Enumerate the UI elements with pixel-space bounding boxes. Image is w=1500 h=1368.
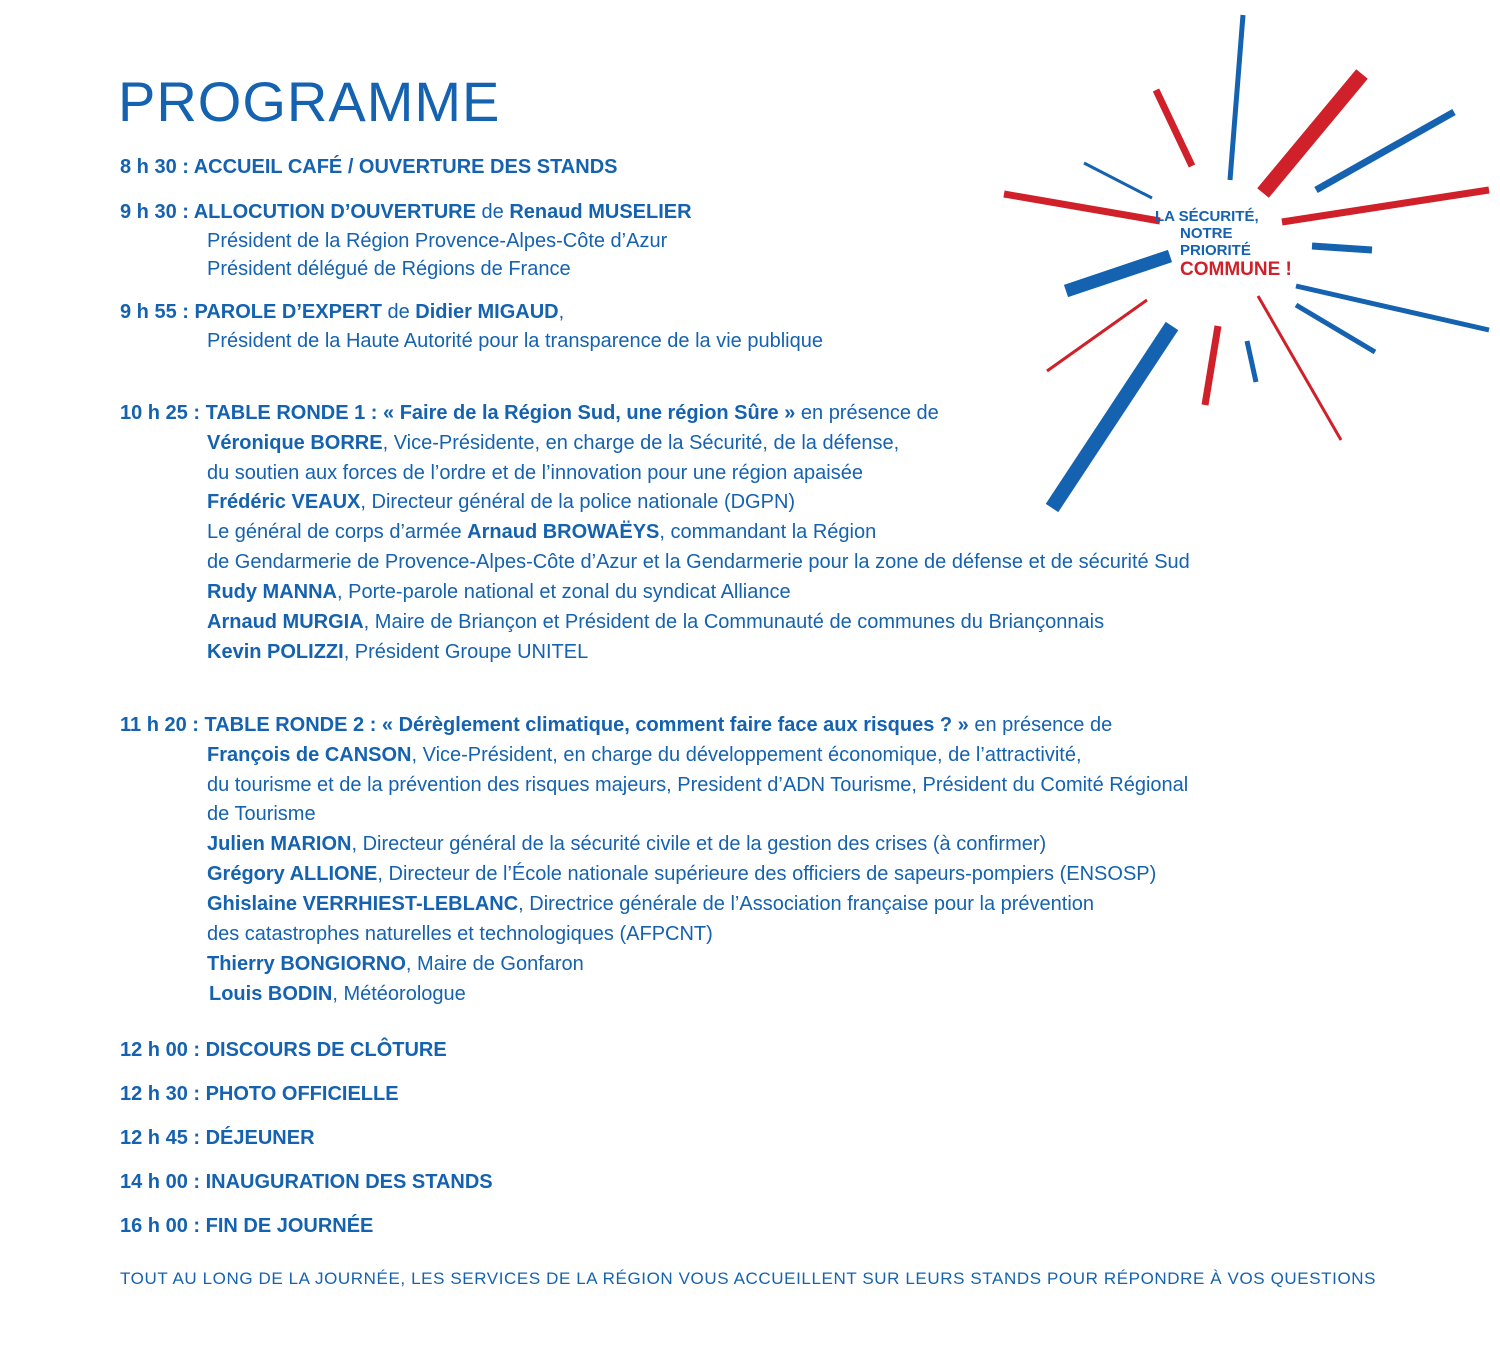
programme-item xyxy=(120,713,1112,737)
speaker-role: de Tourisme xyxy=(207,803,316,825)
speaker-name: Louis BODIN xyxy=(209,983,333,1005)
speaker-role: , Météorologue xyxy=(332,983,466,1005)
speaker-name: Didier MIGAUD xyxy=(415,301,559,323)
speaker-role: Président délégué de Régions de France xyxy=(207,258,571,280)
item-time: 9 h 55 : PAROLE D’EXPERT xyxy=(120,301,382,323)
speaker-role: Président de la Haute Autorité pour la transparence de la vie publique xyxy=(207,330,823,352)
speaker-name: Frédéric VEAUX xyxy=(207,491,361,513)
speaker-role: , Directeur général de la police nationale (DGPN) xyxy=(360,491,796,513)
item-time: 14 h 00 : INAUGURATION DES STANDS xyxy=(120,1171,493,1193)
speaker-role: , Maire de Gonfaron xyxy=(405,953,584,975)
item-connector: de xyxy=(475,201,510,223)
speaker-role: , Vice-Présidente, en charge de la Sécurité, de la défense, xyxy=(382,432,900,454)
item-time: 10 h 25 : TABLE RONDE 1 : « Faire de la Région Sud, une région Sûre » xyxy=(120,402,796,424)
speaker-role: , Porte-parole national et zonal du syndicat Alliance xyxy=(337,581,791,603)
item-time: 16 h 00 : FIN DE JOURNÉE xyxy=(120,1215,374,1237)
item-tail: en présence de xyxy=(795,402,939,424)
programme-item xyxy=(120,300,564,324)
item-time: 11 h 20 : TABLE RONDE 2 : « Dérèglement climatique, comment faire face aux risques ? » xyxy=(120,714,969,736)
item-tail: en présence de xyxy=(968,714,1113,736)
item-punct: , xyxy=(558,301,565,323)
speaker-line xyxy=(207,520,876,544)
badge-line-3: PRIORITÉ xyxy=(1180,242,1251,259)
footer-note: TOUT AU LONG DE LA JOURNÉE, LES SERVICES DE LA RÉGION VOUS ACCUEILLENT SUR LEURS STANDS POUR RÉPONDRE À VOS QUESTIONS xyxy=(120,1269,1377,1288)
speaker-name: Julien MARION xyxy=(207,833,352,855)
speaker-role: , Président Groupe UNITEL xyxy=(343,641,589,663)
item-time: 9 h 30 : ALLOCUTION D’OUVERTURE xyxy=(120,201,476,223)
programme-item xyxy=(120,200,692,224)
page-title: PROGRAMME xyxy=(118,70,501,133)
speaker-line xyxy=(207,431,899,455)
item-time: 12 h 30 : PHOTO OFFICIELLE xyxy=(120,1083,399,1105)
badge-line-4: COMMUNE ! xyxy=(1180,259,1292,280)
programme-item xyxy=(120,401,939,425)
speaker-name: Thierry BONGIORNO xyxy=(207,953,406,975)
speaker-name: Kevin POLIZZI xyxy=(207,641,344,663)
speaker-name: Renaud MUSELIER xyxy=(509,201,692,223)
speaker-name: Rudy MANNA xyxy=(207,581,337,603)
speaker-role: , Directeur général de la sécurité civile et de la gestion des crises (à confirmer) xyxy=(351,833,1047,855)
speaker-line xyxy=(209,982,466,1006)
speaker-role: du tourisme et de la prévention des risques majeurs, President d’ADN Tourisme, Président du Comité Régional xyxy=(207,774,1189,796)
speaker-role: Président de la Région Provence-Alpes-Côte d’Azur xyxy=(207,230,668,252)
item-connector: de xyxy=(381,301,416,323)
speaker-name: Arnaud BROWAËYS xyxy=(467,521,660,543)
speaker-prefix: Le général de corps d’armée xyxy=(207,521,468,543)
speaker-line xyxy=(207,832,1046,856)
speaker-name: Véronique BORRE xyxy=(207,432,383,454)
speaker-name: François de CANSON xyxy=(207,744,412,766)
speaker-line xyxy=(207,490,795,514)
speaker-role: , Vice-Président, en charge du développement économique, de l’attractivité, xyxy=(411,744,1082,766)
speaker-role: des catastrophes naturelles et technologiques (AFPCNT) xyxy=(207,923,713,945)
speaker-role: du soutien aux forces de l’ordre et de l’innovation pour une région apaisée xyxy=(207,462,863,484)
speaker-role: , Directrice générale de l’Association française pour la prévention xyxy=(518,893,1095,915)
badge-line-1: LA SÉCURITÉ, xyxy=(1155,208,1259,225)
speaker-name: Arnaud MURGIA xyxy=(207,611,364,633)
programme-item xyxy=(120,1170,493,1194)
programme-item xyxy=(120,1126,315,1150)
badge-line-2: NOTRE xyxy=(1180,225,1233,242)
speaker-line xyxy=(207,952,584,976)
speaker-name: Grégory ALLIONE xyxy=(207,863,378,885)
speaker-role: , commandant la Région xyxy=(659,521,877,543)
item-time: 12 h 45 : DÉJEUNER xyxy=(120,1127,315,1149)
programme-item xyxy=(120,155,617,179)
programme-item xyxy=(120,1214,373,1238)
speaker-role: , Maire de Briançon et Président de la Communauté de communes du Briançonnais xyxy=(363,611,1105,633)
speaker-line xyxy=(207,580,791,604)
speaker-line xyxy=(207,892,1094,916)
speaker-role: de Gendarmerie de Provence-Alpes-Côte d’Azur et la Gendarmerie pour la zone de défense et de sécurité Sud xyxy=(207,551,1190,573)
slogan-badge xyxy=(1155,208,1292,281)
speaker-line xyxy=(207,862,1156,886)
speaker-role: , Directeur de l’École nationale supérieure des officiers de sapeurs-pompiers (ENSOSP) xyxy=(377,863,1157,885)
item-time: 12 h 00 : DISCOURS DE CLÔTURE xyxy=(120,1039,447,1061)
programme-item xyxy=(120,1038,447,1062)
item-time: 8 h 30 : ACCUEIL CAFÉ / OUVERTURE DES STANDS xyxy=(120,156,618,178)
speaker-line xyxy=(207,610,1104,634)
speaker-line xyxy=(207,640,588,664)
speaker-name: Ghislaine VERRHIEST-LEBLANC xyxy=(207,893,519,915)
speaker-line xyxy=(207,743,1082,767)
programme-item xyxy=(120,1082,399,1106)
